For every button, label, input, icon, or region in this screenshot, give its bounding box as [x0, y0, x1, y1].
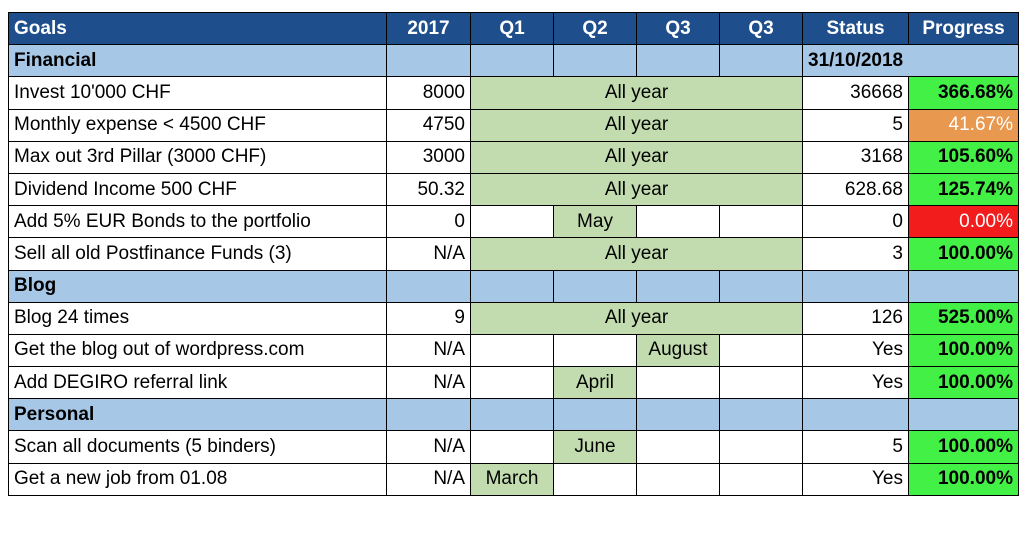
empty-cell [471, 45, 554, 77]
table-row [9, 302, 1019, 334]
q3-second-cell [720, 463, 803, 495]
column-header-q3-second: Q3 [720, 13, 803, 45]
timing-cell: All year [471, 141, 803, 173]
progress-cell: 525.00% [909, 302, 1019, 334]
goal-cell: Sell all old Postfinance Funds (3) [9, 238, 387, 270]
year-2017-cell: N/A [387, 463, 471, 495]
category-label: Blog [9, 270, 387, 302]
table-row [9, 206, 1019, 238]
progress-cell: 100.00% [909, 367, 1019, 399]
table-row [9, 77, 1019, 109]
year-2017-cell: N/A [387, 431, 471, 463]
table-row [9, 334, 1019, 366]
year-2017-cell: 4750 [387, 109, 471, 141]
q2-cell [554, 463, 637, 495]
empty-cell [803, 399, 909, 431]
empty-cell [909, 270, 1019, 302]
year-2017-cell: N/A [387, 367, 471, 399]
status-cell: 3 [803, 238, 909, 270]
q1-cell [471, 431, 554, 463]
progress-cell: 41.67% [909, 109, 1019, 141]
goal-cell: Add 5% EUR Bonds to the portfolio [9, 206, 387, 238]
table-row [9, 109, 1019, 141]
q3-second-cell [720, 431, 803, 463]
category-label: Financial [9, 45, 387, 77]
status-cell: 3168 [803, 141, 909, 173]
status-cell: Yes [803, 367, 909, 399]
empty-cell [554, 270, 637, 302]
goal-cell: Scan all documents (5 binders) [9, 431, 387, 463]
year-2017-cell: 0 [387, 206, 471, 238]
q3-second-cell [720, 334, 803, 366]
timing-cell: August [637, 334, 720, 366]
year-2017-cell: 3000 [387, 141, 471, 173]
empty-cell [637, 45, 720, 77]
column-header-q3: Q3 [637, 13, 720, 45]
empty-cell [637, 270, 720, 302]
empty-cell [387, 45, 471, 77]
goal-cell: Dividend Income 500 CHF [9, 173, 387, 205]
timing-cell: April [554, 367, 637, 399]
column-header-goals: Goals [9, 13, 387, 45]
timing-cell: All year [471, 109, 803, 141]
empty-cell [803, 270, 909, 302]
column-header-progress: Progress [909, 13, 1019, 45]
status-cell: 126 [803, 302, 909, 334]
q3-second-cell [720, 367, 803, 399]
category-row-blog [9, 270, 1019, 302]
status-cell: 36668 [803, 77, 909, 109]
progress-cell: 366.68% [909, 77, 1019, 109]
timing-cell: All year [471, 302, 803, 334]
table-row [9, 431, 1019, 463]
year-2017-cell: 9 [387, 302, 471, 334]
timing-cell: All year [471, 238, 803, 270]
year-2017-cell: N/A [387, 238, 471, 270]
timing-cell: June [554, 431, 637, 463]
goal-cell: Max out 3rd Pillar (3000 CHF) [9, 141, 387, 173]
empty-cell [909, 399, 1019, 431]
status-cell: 5 [803, 109, 909, 141]
q2-cell [554, 334, 637, 366]
q3-second-cell [720, 206, 803, 238]
empty-cell [720, 399, 803, 431]
timing-cell: All year [471, 173, 803, 205]
q1-cell [471, 206, 554, 238]
category-row-personal [9, 399, 1019, 431]
column-header-status: Status [803, 13, 909, 45]
empty-cell [471, 270, 554, 302]
timing-cell: March [471, 463, 554, 495]
status-cell: Yes [803, 334, 909, 366]
empty-cell [554, 399, 637, 431]
goal-cell: Blog 24 times [9, 302, 387, 334]
goal-cell: Monthly expense < 4500 CHF [9, 109, 387, 141]
q1-cell [471, 367, 554, 399]
category-label: Personal [9, 399, 387, 431]
header-row [9, 13, 1019, 45]
empty-cell [471, 399, 554, 431]
year-2017-cell: 50.32 [387, 173, 471, 205]
status-cell: Yes [803, 463, 909, 495]
empty-cell [387, 270, 471, 302]
progress-cell: 100.00% [909, 238, 1019, 270]
goals-table [8, 12, 1019, 496]
q3-cell [637, 206, 720, 238]
timing-cell: All year [471, 77, 803, 109]
goals-table-container [8, 12, 1019, 496]
year-2017-cell: 8000 [387, 77, 471, 109]
empty-cell [387, 399, 471, 431]
q3-cell [637, 367, 720, 399]
category-row-financial [9, 45, 1019, 77]
q3-cell [637, 463, 720, 495]
table-row [9, 367, 1019, 399]
year-2017-cell: N/A [387, 334, 471, 366]
status-cell: 5 [803, 431, 909, 463]
goal-cell: Get the blog out of wordpress.com [9, 334, 387, 366]
empty-cell [554, 45, 637, 77]
progress-cell: 125.74% [909, 173, 1019, 205]
table-row [9, 173, 1019, 205]
table-row [9, 141, 1019, 173]
table-row [9, 238, 1019, 270]
goal-cell: Get a new job from 01.08 [9, 463, 387, 495]
progress-cell: 100.00% [909, 334, 1019, 366]
empty-cell [720, 45, 803, 77]
q3-cell [637, 431, 720, 463]
column-header-q2: Q2 [554, 13, 637, 45]
status-cell: 628.68 [803, 173, 909, 205]
timing-cell: May [554, 206, 637, 238]
progress-cell: 0.00% [909, 206, 1019, 238]
progress-cell: 105.60% [909, 141, 1019, 173]
q1-cell [471, 334, 554, 366]
status-date: 31/10/2018 [803, 45, 1019, 77]
progress-cell: 100.00% [909, 463, 1019, 495]
empty-cell [637, 399, 720, 431]
goal-cell: Invest 10'000 CHF [9, 77, 387, 109]
column-header-q1: Q1 [471, 13, 554, 45]
goal-cell: Add DEGIRO referral link [9, 367, 387, 399]
progress-cell: 100.00% [909, 431, 1019, 463]
empty-cell [720, 270, 803, 302]
column-header-2017: 2017 [387, 13, 471, 45]
status-cell: 0 [803, 206, 909, 238]
table-row [9, 463, 1019, 495]
